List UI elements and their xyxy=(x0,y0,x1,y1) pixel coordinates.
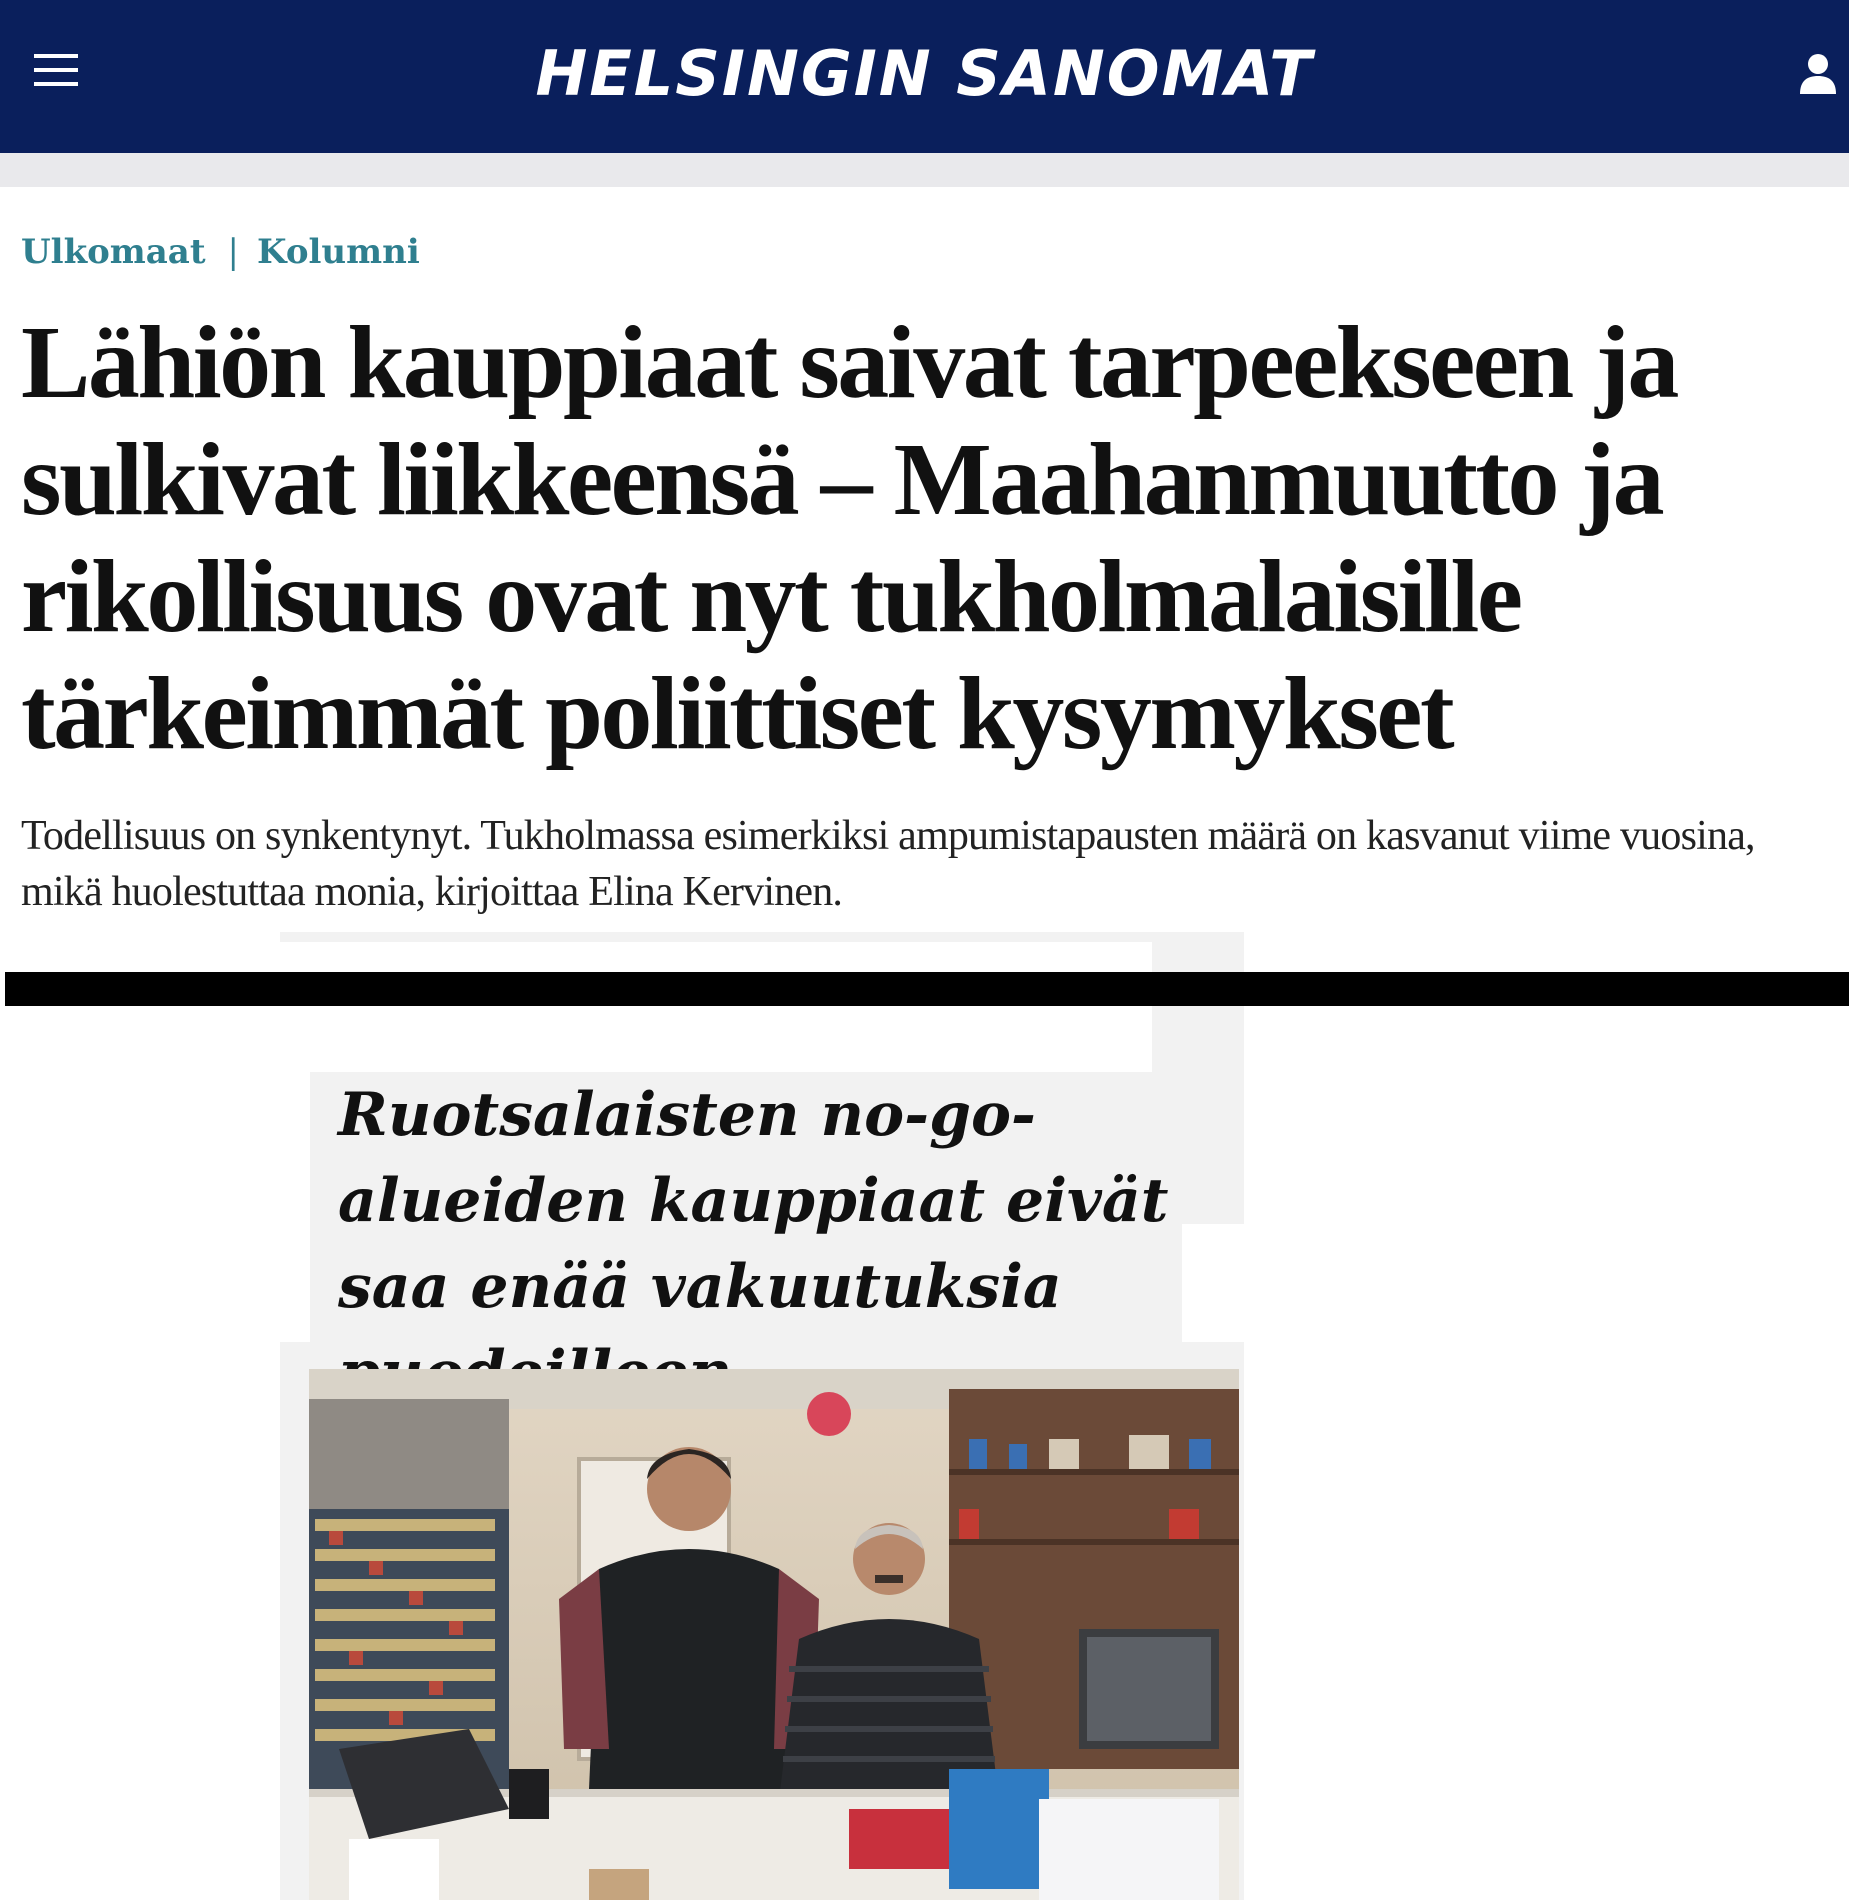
breadcrumb-section-link[interactable]: Ulkomaat xyxy=(21,232,206,272)
user-icon[interactable] xyxy=(1798,52,1838,96)
top-navigation-bar xyxy=(0,0,1849,153)
embedded-article-mask xyxy=(280,1072,310,1342)
black-divider-bar xyxy=(5,972,1849,1006)
embedded-article-mask xyxy=(280,942,1152,1072)
shopkeepers-photo xyxy=(309,1369,1239,1900)
embedded-article-headline[interactable]: Ruotsalaisten no-go-alueiden kauppiaat eivät saa enää vakuutuksia xyxy=(338,1080,1169,1322)
embedded-article-mask xyxy=(1244,1006,1849,1900)
breadcrumb-separator: | xyxy=(227,232,240,272)
breadcrumb-category-link[interactable]: Kolumni xyxy=(257,232,420,272)
article-lead: Todellisuus on synkentynyt. Tukholmassa esimerkiksi ampumistapausten määrä on kasvanut viime vuosina, mikä huolestuttaa monia, kirjoittaa Elina Kervinen. xyxy=(21,813,1755,915)
article-headline: Lähiön kauppiaat saivat tarpeekseen ja sulkivat liikkeensä – Maahanmuutto ja rikollisuus ovat nyt tukholmalaisille tärkeimmät poliittiset kysymykset xyxy=(21,305,1677,771)
header-divider xyxy=(0,153,1849,187)
breadcrumb xyxy=(21,228,420,276)
embedded-article-mask xyxy=(1182,1224,1244,1342)
site-logo[interactable]: HELSINGIN SANOMAT xyxy=(535,37,1314,110)
shop-interior-illustration xyxy=(309,1369,1239,1900)
